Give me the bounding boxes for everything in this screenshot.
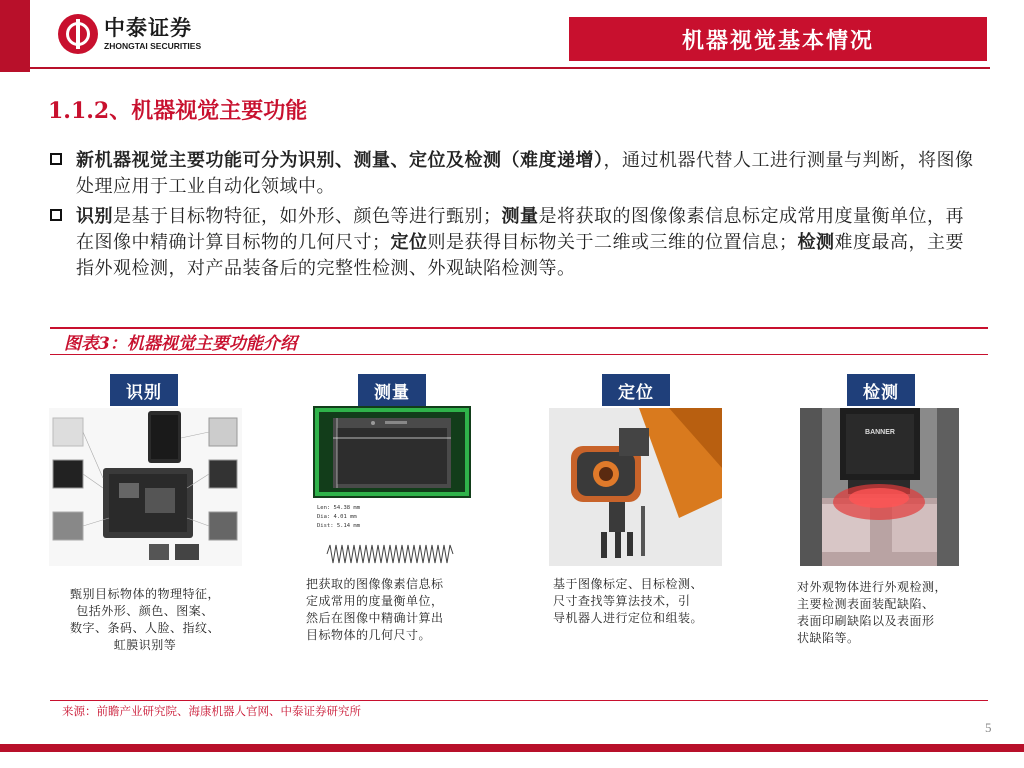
figure-title: 图表3：机器视觉主要功能介绍 <box>64 334 297 354</box>
bullet-item <box>50 204 980 282</box>
desc-line: 基于图像标定、目标检测、 <box>553 577 704 591</box>
label-positioning: 定位 <box>602 374 670 406</box>
bullet-text: ，通过机器代替人工进行测量与判断，将图像处理应用于工业自动化领域中。 <box>76 150 974 197</box>
logo-english-name: ZHONGTAI SECURITIES <box>104 40 202 51</box>
bullet-list <box>50 148 980 286</box>
term-measurement: 测量 <box>501 206 539 227</box>
desc-line: 表面印刷缺陷以及表面形 <box>797 614 935 628</box>
label-inspection: 检测 <box>847 374 915 406</box>
left-accent-strip <box>0 0 30 72</box>
measure-readout-line: Dist: 5.14 mm <box>317 523 361 529</box>
positioning-description <box>553 576 723 627</box>
term-inspection: 检测 <box>797 232 835 253</box>
header-banner: 机器视觉基本情况 <box>569 17 987 61</box>
desc-line: 数字、条码、人脸、指纹、 <box>69 621 220 635</box>
inspection-description <box>797 579 967 647</box>
label-recognition: 识别 <box>110 374 178 406</box>
bullet-square-icon <box>50 209 62 221</box>
camera-brand-label: BANNER <box>865 429 895 436</box>
bullet-text: 是将获取的图像像素信息标定成常用度量衡单位，再在图像中精确计算目标物的几何尺寸； <box>76 206 964 253</box>
source-rule <box>50 700 988 701</box>
footer-bar <box>0 744 1024 752</box>
desc-line: 把获取的图像像素信息标 <box>306 577 444 591</box>
label-measurement: 测量 <box>358 374 426 406</box>
logo-chinese-name: 中泰证券 <box>104 15 192 40</box>
positioning-image <box>549 408 722 566</box>
desc-line: 状缺陷等。 <box>797 631 860 645</box>
desc-line: 然后在图像中精确计算出 <box>306 611 444 625</box>
recognition-description <box>52 586 238 654</box>
company-logo <box>58 14 201 54</box>
header-divider <box>30 67 990 69</box>
page-number: 5 <box>985 720 992 735</box>
term-positioning: 定位 <box>390 232 428 253</box>
desc-line: 尺寸查找等算法技术，引 <box>553 594 691 608</box>
desc-line: 对外观物体进行外观检测， <box>797 580 948 594</box>
term-recognition: 识别 <box>76 206 113 227</box>
source-note: 来源：前瞻产业研究院、海康机器人官网、中泰证券研究所 <box>62 704 361 718</box>
recognition-image <box>49 408 242 566</box>
desc-line: 甄别目标物体的物理特征， <box>69 587 220 601</box>
desc-line: 包括外形、颜色、图案、 <box>76 604 214 618</box>
desc-line: 定成常用的度量衡单位， <box>306 594 444 608</box>
desc-line: 导机器人进行定位和组装。 <box>553 611 704 625</box>
inspection-image <box>800 408 959 566</box>
bullet-item <box>50 148 980 200</box>
bullet-bold-text: 新机器视觉主要功能可分为识别、测量、定位及检测（难度递增） <box>76 150 604 171</box>
measure-readout-line: Dia: 4.01 mm <box>317 514 357 520</box>
section-title: 1.1.2、机器视觉主要功能 <box>48 98 308 124</box>
measurement-image <box>313 406 471 569</box>
desc-line: 虹膜识别等 <box>113 638 177 652</box>
bullet-text: 则是获得目标物关于二维或三维的位置信息； <box>427 232 798 253</box>
bullet-square-icon <box>50 153 62 165</box>
figure-bottom-rule <box>50 354 988 355</box>
bullet-text: 难度最高，主要指外观检测，对产品装备后的完整性检测、外观缺陷检测等。 <box>76 232 964 279</box>
measure-readout-line: Len: 54.38 mm <box>317 505 361 511</box>
desc-line: 主要检测表面装配缺陷、 <box>797 597 935 611</box>
logo-mark-icon <box>58 14 98 54</box>
bullet-text: 是基于目标物特征，如外形、颜色等进行甄别； <box>113 206 502 227</box>
measurement-description <box>306 576 468 644</box>
desc-line: 目标物体的几何尺寸。 <box>306 628 432 642</box>
